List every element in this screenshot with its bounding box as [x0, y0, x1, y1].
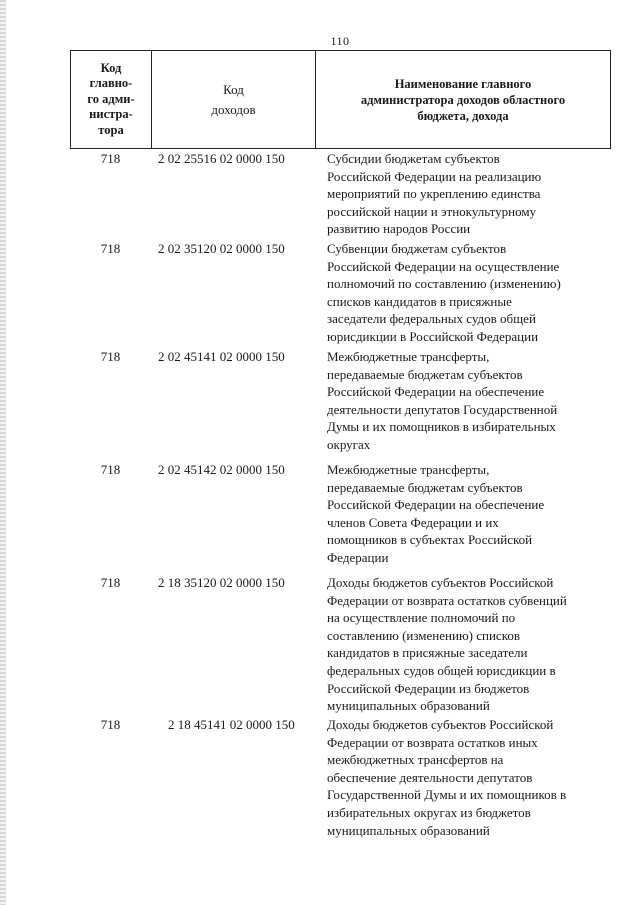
name-line: списков кандидатов в присяжные: [327, 293, 512, 309]
name-line: юрисдикции в Российской Федерации: [327, 328, 539, 344]
name-line: передаваемые бюджетам субъектов: [327, 366, 523, 382]
name-line: межбюджетных трансфертов на: [327, 752, 504, 768]
name-line: мероприятий по укреплению единства: [327, 186, 541, 202]
income-code-cell: 2 18 35120 02 0000 150: [158, 575, 285, 590]
admin-code-cell: 718: [100, 575, 121, 590]
name-line: деятельности депутатов Государственной: [327, 401, 558, 417]
scan-edge: [0, 0, 6, 905]
name-line: обеспечение деятельности депутатов: [327, 769, 533, 785]
name-line: Российской Федерации на обеспечение: [327, 497, 545, 513]
name-line: избирательных округах из бюджетов: [327, 804, 531, 820]
name-cell: [327, 348, 617, 454]
name-line: развитию народов России: [327, 221, 471, 237]
name-line: федеральных судов общей юрисдикции в: [327, 662, 556, 678]
income-code-cell: 2 02 45141 02 0000 150: [158, 349, 285, 364]
name-line: Субсидии бюджетам субъектов: [327, 151, 500, 166]
name-line: помощников в субъектах Российской: [327, 532, 533, 548]
name-line: российской нации и этнокультурному: [327, 203, 537, 219]
header-admin-code: Код главно- го адми- нистра- тора: [71, 51, 152, 148]
name-line: заседатели федеральных судов общей: [327, 311, 536, 327]
name-line: муниципальных образований: [327, 822, 490, 838]
name-line: муниципальных образований: [327, 698, 490, 714]
name-line: на осуществление полномочий по: [327, 610, 516, 626]
admin-code-cell: 718: [100, 462, 121, 477]
admin-code-cell: 718: [100, 349, 121, 364]
name-line: Федерации от возврата остатков субвенций: [327, 592, 567, 608]
name-line: членов Совета Федерации и их: [327, 514, 499, 530]
name-line: округах: [327, 436, 371, 452]
name-line: Российской Федерации на реализацию: [327, 168, 542, 184]
name-line: Межбюджетные трансферты,: [327, 462, 490, 477]
name-cell: [327, 716, 617, 839]
income-code-cell: 2 18 45141 02 0000 150: [168, 717, 295, 732]
name-cell: [327, 461, 617, 567]
name-line: Российской Федерации на осуществление: [327, 258, 560, 274]
income-code-cell: 2 02 25516 02 0000 150: [158, 151, 285, 166]
name-line: Федерации от возврата остатков иных: [327, 734, 538, 750]
name-line: Субвенции бюджетам субъектов: [327, 241, 507, 256]
table-header: [70, 50, 611, 149]
name-line: Государственной Думы и их помощников в: [327, 787, 567, 803]
name-line: передаваемые бюджетам субъектов: [327, 479, 523, 495]
admin-code-cell: 718: [100, 151, 121, 166]
name-cell: [327, 150, 617, 238]
page-number: 110: [330, 34, 350, 48]
income-code-cell: 2 02 45142 02 0000 150: [158, 462, 285, 477]
name-line: Думы и их помощников в избирательных: [327, 419, 556, 435]
name-line: полномочий по составлению (изменению): [327, 276, 561, 292]
header-income-code: Код доходов: [152, 51, 316, 148]
name-line: Российской Федерации на обеспечение: [327, 384, 545, 400]
name-line: составлению (изменению) списков: [327, 627, 520, 643]
name-line: Российской Федерации из бюджетов: [327, 680, 530, 696]
income-code-cell: 2 02 35120 02 0000 150: [158, 241, 285, 256]
name-line: Доходы бюджетов субъектов Российской: [327, 575, 554, 590]
name-line: Межбюджетные трансферты,: [327, 349, 490, 364]
header-name: Наименование главного администратора доходов областного бюджета, дохода: [360, 76, 566, 123]
name-line: Федерации: [327, 549, 389, 565]
name-cell: [327, 574, 617, 715]
name-cell: [327, 240, 617, 346]
name-line: кандидатов в присяжные заседатели: [327, 645, 528, 661]
admin-code-cell: 718: [100, 241, 121, 256]
name-line: Доходы бюджетов субъектов Российской: [327, 717, 554, 732]
admin-code-cell: 718: [100, 717, 121, 732]
